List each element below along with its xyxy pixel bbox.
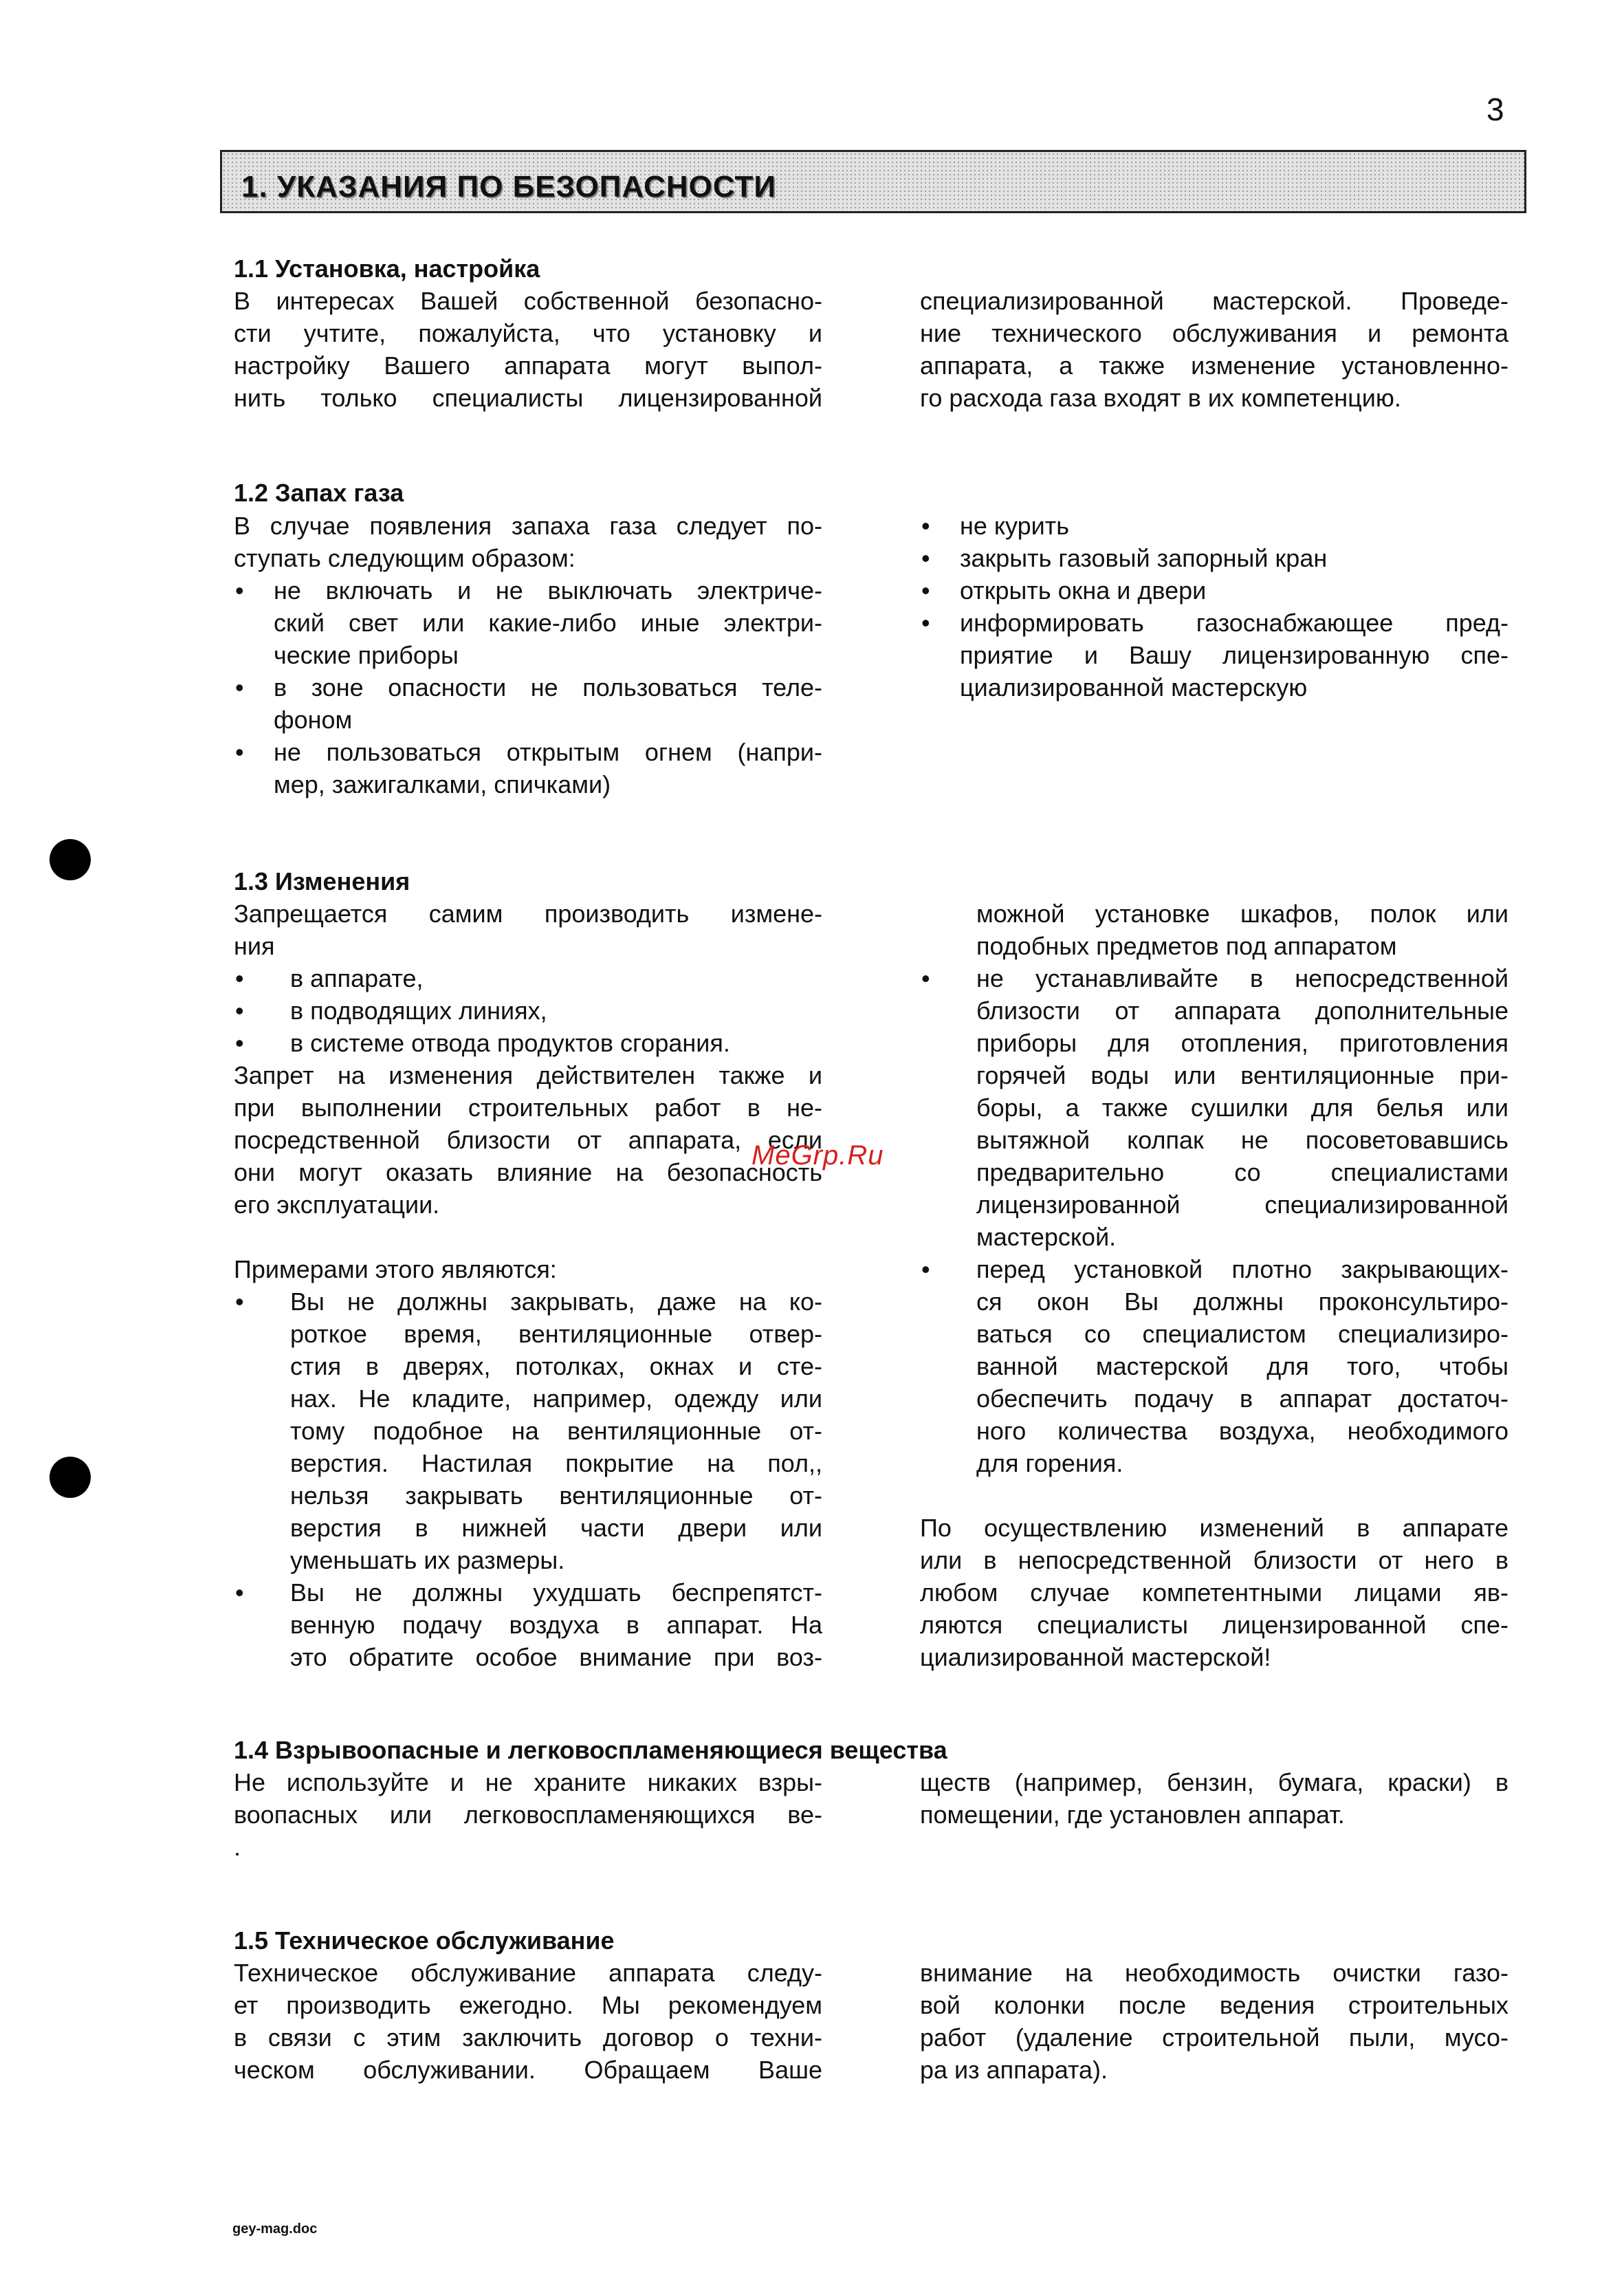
text-line: это обратите особое внимание при воз- bbox=[290, 1643, 822, 1671]
text-line: ние технического обслуживания и ремонта bbox=[920, 319, 1508, 347]
list-item bbox=[234, 574, 822, 671]
watermark: MeGrp.Ru bbox=[751, 1140, 884, 1171]
text-line: циализированной мастерскую bbox=[960, 673, 1308, 701]
text-line: уменьшать их размеры. bbox=[290, 1546, 565, 1574]
list-item bbox=[234, 1027, 822, 1059]
footer-filename: gey-mag.doc bbox=[232, 2221, 318, 2237]
bullet-icon: • bbox=[235, 997, 244, 1025]
bullet-icon: • bbox=[921, 609, 930, 637]
gas-smell-text-left bbox=[234, 510, 822, 801]
text-line: приятие и Вашу лицензированную спе- bbox=[960, 641, 1508, 669]
text-line: По осуществлению изменений в аппарате bbox=[920, 1514, 1508, 1542]
text-line: его эксплуатации. bbox=[234, 1190, 440, 1219]
text-line: го расхода газа входят в их компетенцию. bbox=[920, 384, 1401, 412]
bullet-icon: • bbox=[235, 738, 244, 766]
list-item bbox=[234, 671, 822, 736]
text-line: или в непосредственной близости от него в bbox=[920, 1546, 1508, 1574]
modifications-items bbox=[234, 962, 822, 1059]
examples-list-left bbox=[234, 1285, 822, 1673]
list-item bbox=[920, 542, 1508, 574]
text-line: ного количества воздуха, необходимого bbox=[976, 1417, 1508, 1445]
punch-hole bbox=[50, 1457, 91, 1498]
text-line: открыть окна и двери bbox=[960, 576, 1207, 605]
bullet-icon: • bbox=[921, 544, 930, 572]
heading-maintenance: 1.5 Техническое обслуживание bbox=[234, 1926, 615, 1955]
maintenance-text-left bbox=[234, 1957, 822, 2086]
bullet-icon: • bbox=[235, 576, 244, 605]
bullet-icon: • bbox=[921, 964, 930, 992]
section-title: 1. УКАЗАНИЯ ПО БЕЗОПАСНОСТИ bbox=[241, 170, 777, 204]
text-line: горячей воды или вентиляционные при- bbox=[976, 1061, 1508, 1089]
text-line: предварительно со специалистами bbox=[976, 1158, 1508, 1186]
text-line: не пользоваться открытым огнем (напри- bbox=[274, 738, 822, 766]
bullet-icon: • bbox=[921, 1255, 930, 1283]
text-line: . bbox=[234, 1833, 241, 1861]
text-line: ет производить ежегодно. Мы рекомендуем bbox=[234, 1991, 822, 2019]
list-item bbox=[234, 994, 822, 1027]
text-line: специализированной мастерской. Проведе- bbox=[920, 287, 1508, 315]
text-line: вытяжной колпак не посоветовавшись bbox=[976, 1126, 1508, 1154]
text-line: Примерами этого являются: bbox=[234, 1255, 557, 1283]
text-line: настройку Вашего аппарата могут выпол- bbox=[234, 351, 822, 380]
bullet-icon: • bbox=[235, 1029, 244, 1057]
text-line: ваться со специалистом специализиро- bbox=[976, 1320, 1508, 1348]
text-line: аппарата, а также изменение установленно- bbox=[920, 351, 1508, 380]
text-line: мастерской. bbox=[976, 1223, 1117, 1251]
list-item bbox=[920, 898, 1508, 962]
text-line: сти учтите, пожалуйста, что установку и bbox=[234, 319, 822, 347]
text-line: стия в дверях, потолках, окнах и сте- bbox=[290, 1352, 822, 1380]
maintenance-text-right bbox=[920, 1957, 1508, 2086]
text-line: для горения. bbox=[976, 1449, 1123, 1477]
text-line: верстия. Настилая покрытие на пол,, bbox=[290, 1449, 822, 1477]
list-item bbox=[234, 736, 822, 801]
text-line: ра из аппарата). bbox=[920, 2056, 1108, 2084]
text-line: можной установке шкафов, полок или bbox=[976, 900, 1508, 928]
text-line: Вы не должны ухудшать беспрепятст- bbox=[290, 1578, 822, 1607]
text-line: Запрет на изменения действителен также и bbox=[234, 1061, 822, 1089]
text-line: информировать газоснабжающее пред- bbox=[960, 609, 1508, 637]
flammable-text-left bbox=[234, 1766, 822, 1863]
text-line: близости от аппарата дополнительные bbox=[976, 997, 1508, 1025]
text-line: тому подобное на вентиляционные от- bbox=[290, 1417, 822, 1445]
text-line: мер, зажигалками, спичками) bbox=[274, 770, 611, 798]
bullet-icon: • bbox=[235, 1578, 244, 1607]
punch-hole bbox=[50, 839, 91, 880]
text-line: верстия в нижней части двери или bbox=[290, 1514, 822, 1542]
gas-smell-list-left bbox=[234, 574, 822, 801]
text-line: ский свет или какие-либо иные электри- bbox=[274, 609, 822, 637]
text-line: ния bbox=[234, 932, 275, 960]
text-line: Не используйте и не храните никаких взры- bbox=[234, 1768, 822, 1796]
text-line: ванной мастерской для того, чтобы bbox=[976, 1352, 1508, 1380]
text-line: венную подачу воздуха в аппарат. На bbox=[290, 1611, 822, 1639]
spacer bbox=[234, 1221, 822, 1253]
text-line: в аппарате, bbox=[290, 964, 424, 992]
bullet-icon: • bbox=[921, 576, 930, 605]
text-line: они могут оказать влияние на безопасность bbox=[234, 1158, 822, 1186]
list-item bbox=[234, 962, 822, 994]
spacer bbox=[920, 1479, 1508, 1512]
text-line: не устанавливайте в непосредственной bbox=[976, 964, 1508, 992]
text-line: ступать следующим образом: bbox=[234, 544, 575, 572]
bullet-icon: • bbox=[921, 512, 930, 540]
text-line: воопасных или легковоспламеняющихся ве- bbox=[234, 1801, 822, 1829]
list-item bbox=[920, 607, 1508, 704]
text-line: роткое время, вентиляционные отвер- bbox=[290, 1320, 822, 1348]
text-line: обеспечить подачу в аппарат достаточ- bbox=[976, 1384, 1508, 1413]
list-item bbox=[920, 574, 1508, 607]
text-line: не курить bbox=[960, 512, 1070, 540]
list-item bbox=[920, 1253, 1508, 1479]
gas-smell-text-right bbox=[920, 510, 1508, 704]
gas-smell-list-right bbox=[920, 510, 1508, 704]
list-item bbox=[920, 510, 1508, 542]
text-line: не включать и не выключать электриче- bbox=[274, 576, 822, 605]
text-line: в подводящих линиях, bbox=[290, 997, 547, 1025]
text-line: нить только специалисты лицензированной bbox=[234, 384, 822, 412]
text-line: В интересах Вашей собственной безопасно- bbox=[234, 287, 822, 315]
text-line: перед установкой плотно закрывающих- bbox=[976, 1255, 1508, 1283]
text-line: в связи с этим заключить договор о техни- bbox=[234, 2023, 822, 2052]
text-line: в системе отвода продуктов сгорания. bbox=[290, 1029, 730, 1057]
list-item bbox=[234, 1285, 822, 1576]
heading-installation: 1.1 Установка, настройка bbox=[234, 254, 540, 283]
text-line: помещении, где установлен аппарат. bbox=[920, 1801, 1345, 1829]
text-line: посредственной близости от аппарата, если bbox=[234, 1126, 822, 1154]
text-line: вой колонки после ведения строительных bbox=[920, 1991, 1508, 2019]
text-line: фоном bbox=[274, 706, 353, 734]
modifications-text-right bbox=[920, 898, 1508, 1673]
text-line: ческом обслуживании. Обращаем Ваше bbox=[234, 2056, 822, 2084]
page-number: 3 bbox=[1486, 91, 1504, 127]
text-line: ся окон Вы должны проконсультиро- bbox=[976, 1287, 1508, 1316]
text-line: любом случае компетентными лицами яв- bbox=[920, 1578, 1508, 1607]
examples-list-right bbox=[920, 898, 1508, 1479]
text-line: ляются специалисты лицензированной спе- bbox=[920, 1611, 1508, 1639]
installation-text-right bbox=[920, 285, 1508, 414]
list-item bbox=[234, 1576, 822, 1673]
bullet-icon: • bbox=[235, 673, 244, 701]
text-line: ческие приборы bbox=[274, 641, 459, 669]
heading-gas-smell: 1.2 Запах газа bbox=[234, 479, 404, 507]
text-line: подобных предметов под аппаратом bbox=[976, 932, 1397, 960]
text-line: внимание на необходимость очистки газо- bbox=[920, 1959, 1508, 1987]
text-line: циализированной мастерской! bbox=[920, 1643, 1271, 1671]
text-line: лицензированной специализированной bbox=[976, 1190, 1508, 1219]
text-line: В случае появления запаха газа следует по- bbox=[234, 512, 822, 540]
heading-flammable-substances: 1.4 Взрывоопасные и легковоспламеняющиеся вещества bbox=[234, 1736, 947, 1764]
flammable-text-right bbox=[920, 1766, 1508, 1831]
text-line: приборы для отопления, приготовления bbox=[976, 1029, 1508, 1057]
text-line: нельзя закрывать вентиляционные от- bbox=[290, 1481, 822, 1510]
modifications-text-left bbox=[234, 898, 822, 1673]
bullet-icon: • bbox=[235, 1287, 244, 1316]
text-line: при выполнении строительных работ в не- bbox=[234, 1094, 822, 1122]
text-line: ществ (например, бензин, бумага, краски) в bbox=[920, 1768, 1508, 1796]
text-line: Вы не должны закрывать, даже на ко- bbox=[290, 1287, 822, 1316]
bullet-icon: • bbox=[235, 964, 244, 992]
text-line: работ (удаление строительной пыли, мусо- bbox=[920, 2023, 1508, 2052]
text-line: боры, а также сушилки для белья или bbox=[976, 1094, 1508, 1122]
text-line: Запрещается самим производить измене- bbox=[234, 900, 822, 928]
text-line: в зоне опасности не пользоваться теле- bbox=[274, 673, 822, 701]
text-line: закрыть газовый запорный кран bbox=[960, 544, 1328, 572]
section-header-bar bbox=[220, 150, 1526, 213]
list-item bbox=[920, 962, 1508, 1253]
text-line: нах. Не кладите, например, одежду или bbox=[290, 1384, 822, 1413]
installation-text-left bbox=[234, 285, 822, 414]
text-line: Техническое обслуживание аппарата следу- bbox=[234, 1959, 822, 1987]
heading-modifications: 1.3 Изменения bbox=[234, 867, 410, 895]
